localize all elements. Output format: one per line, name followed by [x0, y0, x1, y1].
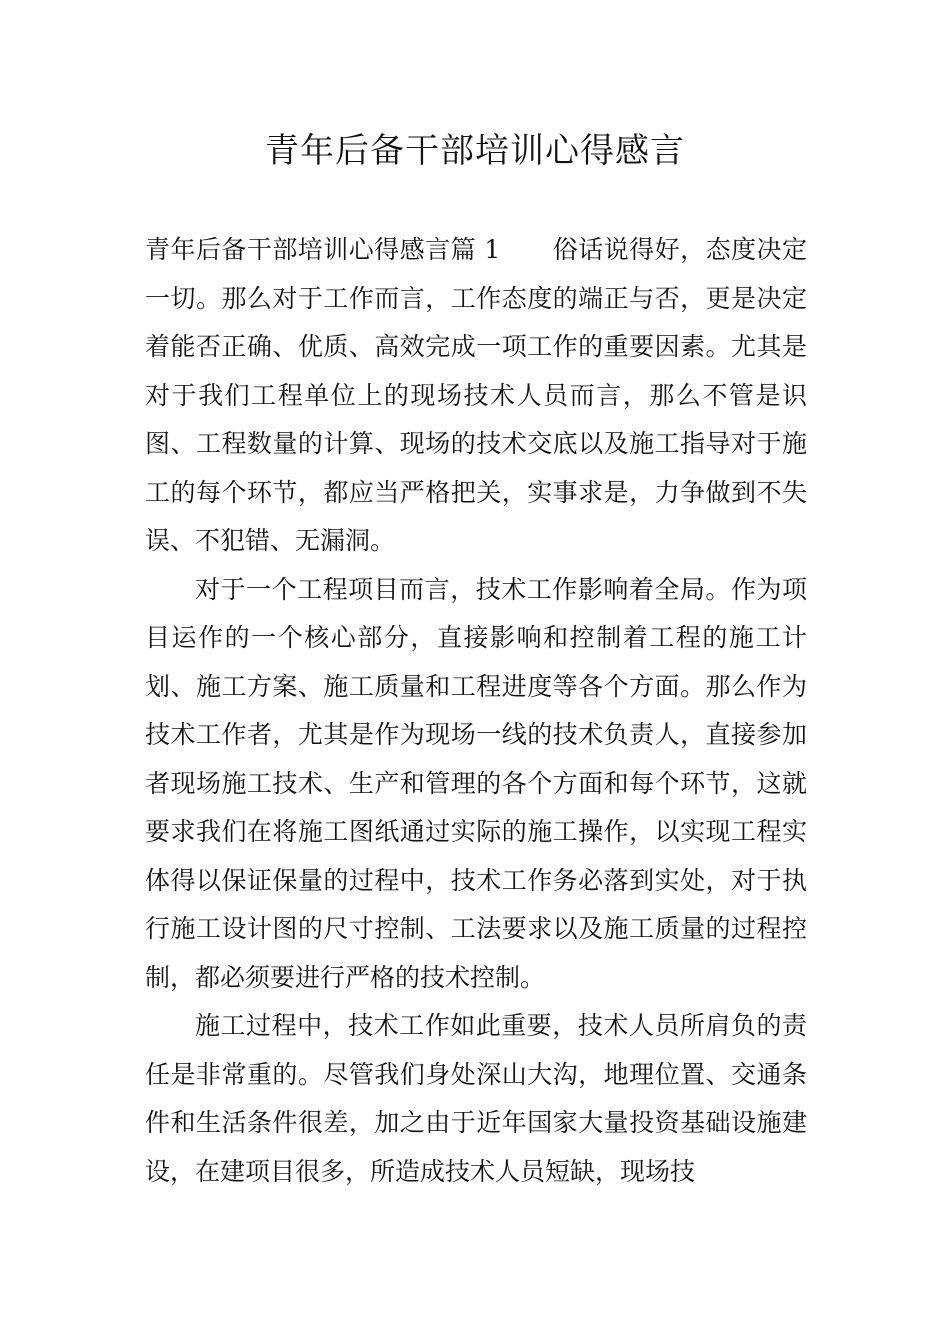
paragraph-1-text: 俗话说得好，态度决定一切。那么对于工作而言，工作态度的端正与否，更是决定着能否正确、优质、高效完成一项工作的重要因素。尤其是对于我们工程单位上的现场技术人员而言，那么不管是识图、工程数量的计算、现场的技术交底以及施工指导对于施工的每个环节，都应当严格把关，实事求是，力争做到不失误、不犯错、无漏洞。 [145, 235, 807, 555]
document-body [145, 226, 807, 1196]
paragraph-3: 施工过程中，技术工作如此重要，技术人员所肩负的责任是非常重的。尽管我们身处深山大沟，地理位置、交通条件和生活条件很差，加之由于近年国家大量投资基础设施建设，在建项目很多，所造成技术人员短缺，现场技 [145, 1011, 807, 1186]
document-title: 青年后备干部培训心得感言 [265, 131, 685, 171]
section-heading: 青年后备干部培训心得感言篇 1 [145, 235, 501, 264]
paragraph-2: 对于一个工程项目而言，技术工作影响着全局。作为项目运作的一个核心部分，直接影响和控制着工程的施工计划、施工方案、施工质量和工程进度等各个方面。那么作为技术工作者，尤其是作为现场一线的技术负责人，直接参加者现场施工技术、生产和管理的各个方面和每个环节，这就要求我们在将施工图纸通过实际的施工操作，以实现工程实体得以保证保量的过程中，技术工作务必落到实处，对于执行施工设计图的尺寸控制、工法要求以及施工质量的过程控制，都必须要进行严格的技术控制。 [145, 574, 807, 992]
paragraph-1 [145, 226, 807, 566]
